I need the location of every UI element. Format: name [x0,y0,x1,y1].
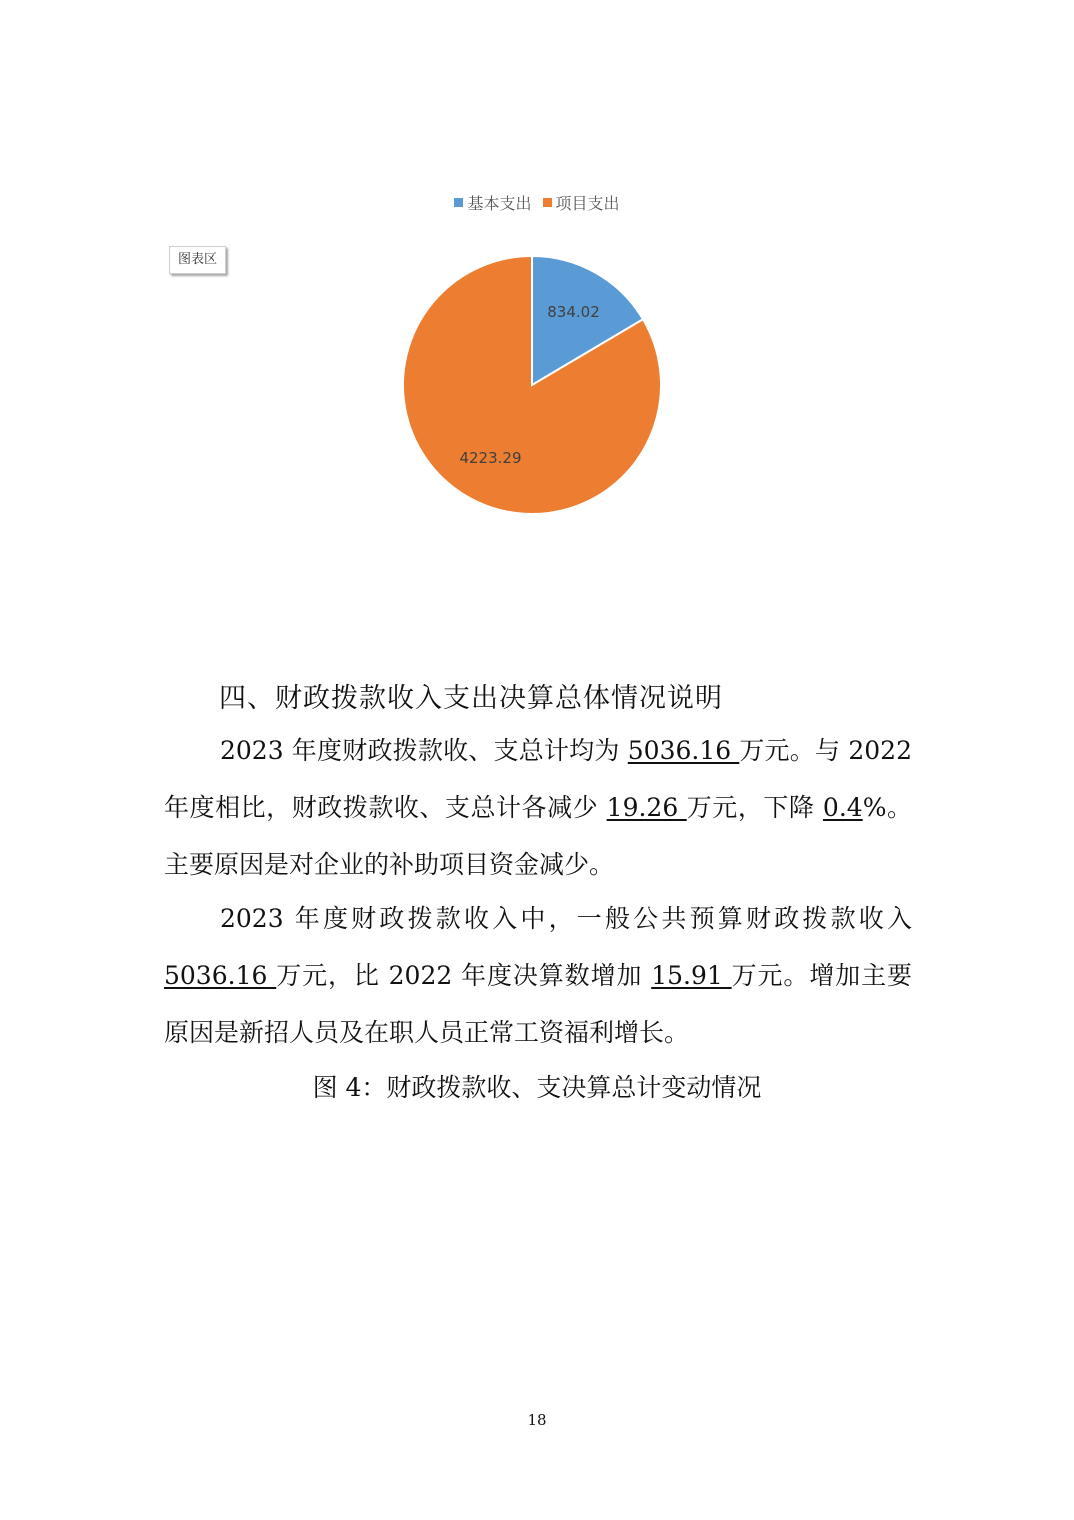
para1-decrease-value: 19.26 [606,793,687,822]
para2-text-2: 万元，比 2022 年度决算数增加 [276,961,652,990]
paragraph-1 [164,722,912,893]
legend-label-basic: 基本支出 [467,194,532,213]
para2-text-3: 万元。增加主要原因是新招人员及在职人员正常工资福利增长。 [164,961,913,1047]
chart-area-tag: 图表区 [169,246,226,274]
para1-total-value: 5036.16 [627,736,740,765]
pie-label-project: 4223.29 [459,448,522,467]
pie-label-basic: 834.02 [547,303,600,322]
legend-label-project: 项目支出 [555,194,620,213]
para2-text-1: 2023 年度财政拨款收入中，一般公共预算财政拨款收入 [220,904,912,933]
para1-text-2: 万元。与 2022 年度相比，财政拨款收、支总计各减少 [164,736,912,822]
paragraph-2 [164,890,912,1061]
figure-caption: 图 4：财政拨款收、支决算总计变动情况 [312,1073,762,1102]
para2-increase-value: 15.91 [651,961,732,990]
page-number: 18 [527,1411,547,1429]
section-heading: 四、财政拨款收入支出决算总体情况说明 [219,683,723,714]
para2-income-value: 5036.16 [164,961,277,990]
pie-svg [0,0,1074,600]
para1-percent-value: 0.4 [822,793,863,822]
para1-text-1: 2023 年度财政拨款收、支总计均为 [220,736,628,765]
pie-chart [0,0,1074,600]
para1-text-4: %。主要原因是对企业的补助项目资金减少。 [164,793,912,879]
para1-text-3: 万元，下降 [686,793,823,822]
